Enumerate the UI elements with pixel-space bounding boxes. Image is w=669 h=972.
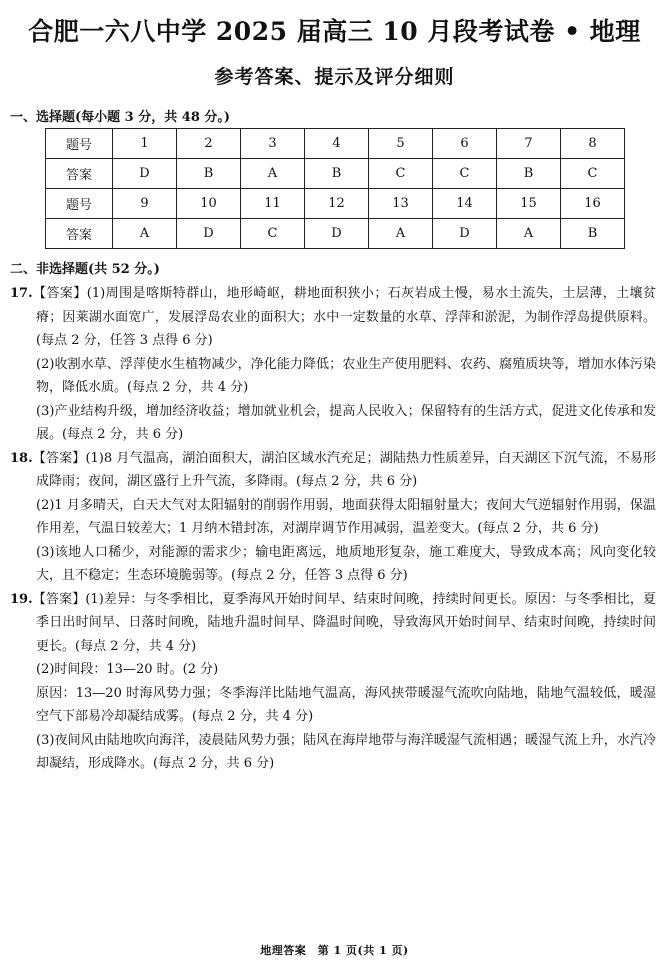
answer-table-cell: C [433,159,497,189]
answer-table-cell: 7 [497,129,561,159]
answer-table-body [46,129,625,249]
q17-answer-part3: (3)产业结构升级，增加经济收益；增加就业机会，提高人民收入；保留特有的生活方式，促进文化传承和发展。(每点 2 分，共 6 分) [36,403,656,442]
answer-table-row [46,189,625,219]
answer-table-cell: 8 [561,129,625,159]
answer-table-row [46,129,625,159]
answer-table-row [46,219,625,249]
answer-table-cell: 10 [177,189,241,219]
answer-table-cell: A [497,219,561,249]
answer-table-cell: A [113,219,177,249]
q17-answer-part2: (2)收割水草、浮萍使水生植物减少，净化能力降低；农业生产使用肥料、农药、腐殖质块等，增加水体污染物，降低水质。(每点 2 分，共 4 分) [36,356,656,395]
answer-table-cell: B [177,159,241,189]
answer-table-cell: B [497,159,561,189]
answer-table-cell: 15 [497,189,561,219]
answer-table-cell: A [369,219,433,249]
answer-table-row-label: 答案 [46,159,113,189]
q17-part1-text: 【答案】(1)周围是喀斯特群山，地形崎岖，耕地面积狭小；石灰岩成土慢，易水土流失，土层薄，土壤贫瘠；因莱湖水面宽广，发展浮岛农业的面积大；水中一定数量的水草、浮萍和淤泥，为制作浮岛提供原料。(每点 2 分，任答 3 点得 6 分) [32,286,656,348]
answer-table-cell: C [369,159,433,189]
answer-table-cell: 11 [241,189,305,219]
q19-part1-text: 【答案】(1)差异：与冬季相比，夏季海风开始时间早、结束时间晚，持续时间更长。原因：与冬季相比，夏季日出时间早、日落时间晚，陆地升温时间早、降温时间晚，导致海风开始时间早、结束时间晚，持续时间更长。(每点 2 分，共 4 分) [32,591,656,654]
q19-answer-part3: (3)夜间风由陆地吹向海洋，凌晨陆风势力强；陆风在海岸地带与海洋暖湿气流相遇；暖湿气流上升，水汽冷却凝结，形成降水。(每点 2 分，共 6 分) [36,732,656,771]
answer-table-cell: 16 [561,189,625,219]
answer-table-cell: C [241,219,305,249]
answer-table-cell: 4 [305,129,369,159]
answer-table-cell: 6 [433,129,497,159]
answer-table-cell: C [561,159,625,189]
q19-answer-reason: 原因：13—20 时海风势力强；冬季海洋比陆地气温高，海风挟带暖湿气流吹向陆地，陆地气温较低，暖湿空气下部易冷却凝结成雾。(每点 2 分，共 4 分) [36,685,656,724]
q17-answer-part1 [10,282,656,353]
q19-answer-part2: (2)时间段：13—20 时。(2 分) [36,662,219,677]
answer-table-cell: A [241,159,305,189]
answer-table-cell: 9 [113,189,177,219]
answer-explanations [10,282,656,776]
answer-table-cell: 14 [433,189,497,219]
answer-table-cell: B [561,219,625,249]
answer-table-row-label: 题号 [46,189,113,219]
answer-table-cell: D [177,219,241,249]
answer-table-cell: D [113,159,177,189]
page-title: 合肥一六八中学 2025 届高三 10 月段考试卷 • 地理 [28,17,641,46]
section-choice-heading: 一、选择题(每小题 3 分，共 48 分。) [10,110,231,125]
answer-table-cell: D [433,219,497,249]
answer-table [45,128,625,249]
answer-table-cell: 5 [369,129,433,159]
q18-answer-part1 [10,447,656,494]
q18-part1-text: 【答案】(1)8 月气温高，湖泊面积大，湖泊区域水汽充足；湖陆热力性质差异，白天湖区下沉气流，不易形成降雨；夜间，湖区盛行上升气流，多降雨。(每点 2 分，共 6 分) [32,450,656,489]
answer-table-row-label: 答案 [46,219,113,249]
answer-table-cell: 2 [177,129,241,159]
answer-table-cell: 13 [369,189,433,219]
answer-table-cell: 3 [241,129,305,159]
q17-number: 17. [10,286,33,301]
page-subtitle: 参考答案、提示及评分细则 [214,66,455,88]
q19-answer-part1 [10,588,656,659]
answer-table-row [46,159,625,189]
q18-answer-part2: (2)1 月多晴天，白天大气对太阳辐射的削弱作用弱，地面获得太阳辐射量大；夜间大气逆辐射作用弱，保温作用差，气温日较差大；1 月纳木错封冻，对湖岸调节作用减弱，温差变大。(每点 2 分，共 6 分) [36,497,656,536]
answer-table-cell: B [305,159,369,189]
q19-number: 19. [10,591,33,607]
answer-table-cell: 12 [305,189,369,219]
q18-number: 18. [10,450,33,466]
q18-answer-part3: (3)该地人口稀少，对能源的需求少；输电距离远，地质地形复杂，施工难度大，导致成本高；风向变化较大，且不稳定；生态环境脆弱等。(每点 2 分，任答 3 点得 6 分) [36,544,656,583]
answer-table-row-label: 题号 [46,129,113,159]
page-footer: 地理答案 第 1 页(共 1 页) [260,944,409,957]
section-open-heading: 二、非选择题(共 52 分。) [10,262,160,277]
answer-table-cell: D [305,219,369,249]
answer-table-cell: 1 [113,129,177,159]
